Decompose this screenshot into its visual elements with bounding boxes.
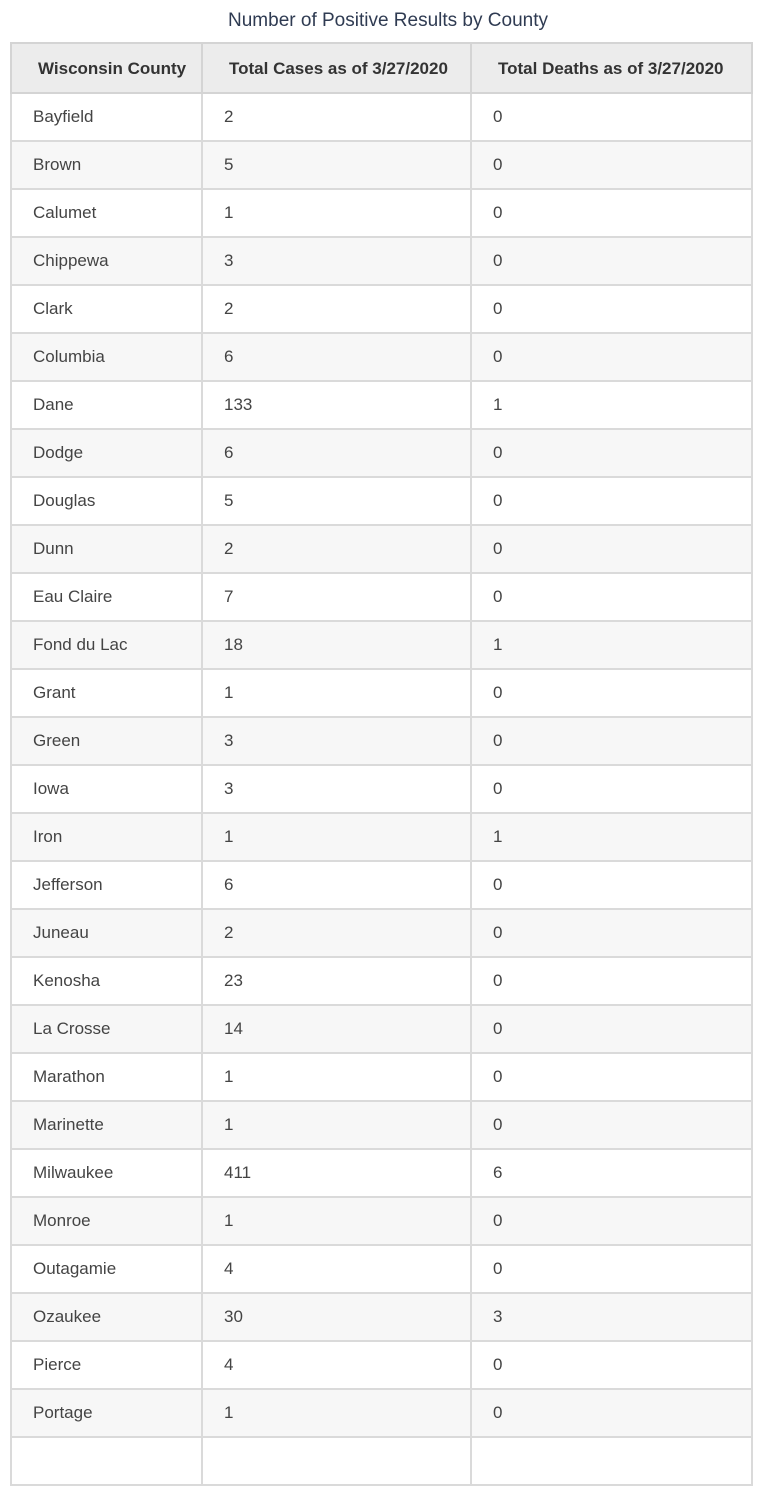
- deaths-cell: 0: [471, 189, 752, 237]
- deaths-cell: 3: [471, 1293, 752, 1341]
- table-row: [11, 1005, 752, 1053]
- county-cell: Pierce: [11, 1341, 202, 1389]
- county-cell: Green: [11, 717, 202, 765]
- header-row: [11, 43, 752, 93]
- table-row: [11, 1437, 752, 1485]
- cases-cell: 2: [202, 93, 471, 141]
- county-cell: Brown: [11, 141, 202, 189]
- county-cell: Ozaukee: [11, 1293, 202, 1341]
- county-cell: Chippewa: [11, 237, 202, 285]
- deaths-cell: 1: [471, 381, 752, 429]
- deaths-cell: 0: [471, 93, 752, 141]
- county-cell: Jefferson: [11, 861, 202, 909]
- table-row: [11, 477, 752, 525]
- cases-cell: 2: [202, 285, 471, 333]
- cases-cell: 23: [202, 957, 471, 1005]
- county-cell: Douglas: [11, 477, 202, 525]
- county-cell: Monroe: [11, 1197, 202, 1245]
- deaths-cell: 6: [471, 1149, 752, 1197]
- county-cell: Portage: [11, 1389, 202, 1437]
- cases-cell: 1: [202, 1101, 471, 1149]
- cases-cell: 133: [202, 381, 471, 429]
- table-row: [11, 1053, 752, 1101]
- county-cell: Columbia: [11, 333, 202, 381]
- table-row: [11, 957, 752, 1005]
- cases-cell: 3: [202, 765, 471, 813]
- deaths-cell: 0: [471, 477, 752, 525]
- table-row: [11, 429, 752, 477]
- header-county: Wisconsin County: [11, 43, 202, 93]
- table-row: [11, 381, 752, 429]
- county-cell: Clark: [11, 285, 202, 333]
- deaths-cell: 0: [471, 573, 752, 621]
- county-cell: Milwaukee: [11, 1149, 202, 1197]
- table-row: [11, 1341, 752, 1389]
- table-row: [11, 93, 752, 141]
- deaths-cell: 0: [471, 141, 752, 189]
- cases-cell: 14: [202, 1005, 471, 1053]
- cases-cell: 411: [202, 1149, 471, 1197]
- county-cell: Juneau: [11, 909, 202, 957]
- cases-cell: 3: [202, 717, 471, 765]
- table-caption: Number of Positive Results by County: [228, 10, 548, 31]
- deaths-cell: 0: [471, 909, 752, 957]
- table-row: [11, 141, 752, 189]
- cases-cell: 1: [202, 1389, 471, 1437]
- deaths-cell: 0: [471, 1101, 752, 1149]
- cases-cell: 1: [202, 189, 471, 237]
- cases-cell: 3: [202, 237, 471, 285]
- cases-cell: 1: [202, 813, 471, 861]
- deaths-cell: 0: [471, 861, 752, 909]
- table-row: [11, 285, 752, 333]
- county-cell: Marathon: [11, 1053, 202, 1101]
- county-cell: Dunn: [11, 525, 202, 573]
- table-row: [11, 813, 752, 861]
- cases-cell: 5: [202, 477, 471, 525]
- table-row: [11, 237, 752, 285]
- header-total-deaths: Total Deaths as of 3/27/2020: [471, 43, 752, 93]
- deaths-cell: 0: [471, 765, 752, 813]
- cases-cell: 18: [202, 621, 471, 669]
- deaths-cell: 0: [471, 669, 752, 717]
- deaths-cell: 1: [471, 621, 752, 669]
- table-row: [11, 669, 752, 717]
- cases-cell: 6: [202, 333, 471, 381]
- deaths-cell: 0: [471, 1341, 752, 1389]
- table-row: [11, 1293, 752, 1341]
- table-row: [11, 189, 752, 237]
- deaths-cell: 0: [471, 717, 752, 765]
- county-cell: Grant: [11, 669, 202, 717]
- county-cell: Iron: [11, 813, 202, 861]
- table-row: [11, 1245, 752, 1293]
- cases-cell: 6: [202, 861, 471, 909]
- table-body: [11, 93, 752, 1485]
- county-cell: Eau Claire: [11, 573, 202, 621]
- cases-cell: 1: [202, 1197, 471, 1245]
- deaths-cell: 0: [471, 429, 752, 477]
- cases-cell: 6: [202, 429, 471, 477]
- deaths-cell: 0: [471, 1005, 752, 1053]
- deaths-cell: 0: [471, 525, 752, 573]
- table-row: [11, 333, 752, 381]
- table-row: [11, 717, 752, 765]
- cases-cell: 4: [202, 1245, 471, 1293]
- cases-cell: 1: [202, 669, 471, 717]
- county-cell: Bayfield: [11, 93, 202, 141]
- cases-cell: 30: [202, 1293, 471, 1341]
- deaths-cell: 0: [471, 333, 752, 381]
- table-row: [11, 1101, 752, 1149]
- deaths-cell: 0: [471, 1197, 752, 1245]
- header-total-cases: Total Cases as of 3/27/2020: [202, 43, 471, 93]
- county-results-table: [10, 42, 753, 1486]
- county-cell: Outagamie: [11, 1245, 202, 1293]
- table-row: [11, 909, 752, 957]
- deaths-cell: 0: [471, 1389, 752, 1437]
- deaths-cell: 0: [471, 1245, 752, 1293]
- deaths-cell: 0: [471, 957, 752, 1005]
- table-row: [11, 573, 752, 621]
- county-cell: Dodge: [11, 429, 202, 477]
- county-cell: Fond du Lac: [11, 621, 202, 669]
- cases-cell: 1: [202, 1053, 471, 1101]
- county-cell: Kenosha: [11, 957, 202, 1005]
- table-row: [11, 765, 752, 813]
- cases-cell: [202, 1437, 471, 1485]
- cases-cell: 2: [202, 525, 471, 573]
- cases-cell: 7: [202, 573, 471, 621]
- deaths-cell: 0: [471, 237, 752, 285]
- table-row: [11, 621, 752, 669]
- county-cell: Calumet: [11, 189, 202, 237]
- cases-cell: 4: [202, 1341, 471, 1389]
- table-row: [11, 1197, 752, 1245]
- county-cell: Dane: [11, 381, 202, 429]
- table-row: [11, 1389, 752, 1437]
- county-cell: [11, 1437, 202, 1485]
- deaths-cell: 1: [471, 813, 752, 861]
- deaths-cell: 0: [471, 285, 752, 333]
- table-row: [11, 525, 752, 573]
- county-cell: La Crosse: [11, 1005, 202, 1053]
- county-cell: Marinette: [11, 1101, 202, 1149]
- deaths-cell: 0: [471, 1053, 752, 1101]
- table-row: [11, 1149, 752, 1197]
- cases-cell: 5: [202, 141, 471, 189]
- deaths-cell: [471, 1437, 752, 1485]
- county-cell: Iowa: [11, 765, 202, 813]
- cases-cell: 2: [202, 909, 471, 957]
- table-row: [11, 861, 752, 909]
